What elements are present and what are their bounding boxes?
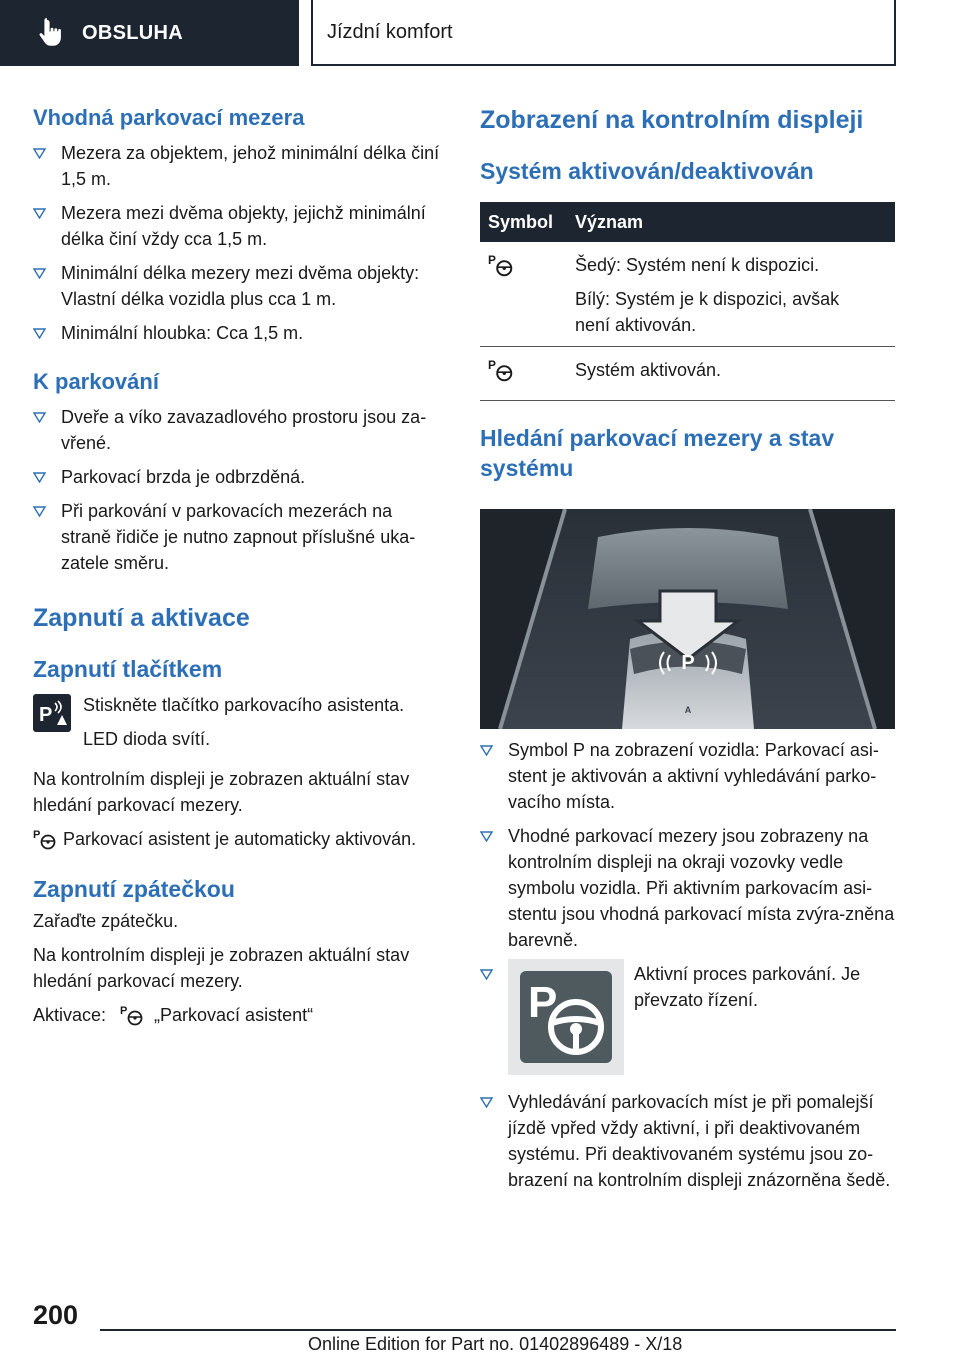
park-assist-active-icon	[488, 357, 514, 383]
chapter-tab[interactable]	[311, 0, 896, 66]
table-cell: Bílý: Systém je k dispozici, avšak není aktivován.	[575, 289, 840, 335]
triangle-bullet-icon	[480, 969, 493, 980]
park-assist-symbol-icon	[120, 1003, 144, 1027]
park-assist-button-icon	[33, 694, 71, 732]
search-heading: Hledání parkovací mezery a stav systému	[480, 425, 835, 481]
triangle-bullet-icon	[33, 268, 46, 279]
engage-reverse-text: Zařaďte zpátečku.	[33, 911, 179, 931]
triangle-bullet-icon	[480, 1097, 493, 1108]
switch-on-heading: Zapnutí a aktivace	[33, 604, 250, 632]
list-item: Dveře a víko zavazadlového prostoru jsou za-vřené.	[33, 404, 443, 456]
page-number: 200	[33, 1300, 79, 1330]
for-parking-list	[33, 404, 443, 576]
activation-line	[33, 1002, 443, 1028]
list-item: Vhodné parkovací mezery jsou zobrazeny na kontrolním displeji na okraji vozovky vedle symbolu vozidla. Při aktivním parkovacím asi-stentu jsou vhodná parkovací místa zvýra-zněna barevně.	[480, 823, 895, 953]
suitable-space-list	[33, 140, 443, 346]
status-heading: Systém aktivován/deaktivován	[480, 158, 814, 184]
led-text: LED dioda svítí.	[83, 729, 211, 749]
button-instruction	[33, 692, 443, 752]
edition-text: Online Edition for Part no. 01402896489 - X/18	[308, 1334, 683, 1354]
table-cell: Systém aktivován.	[575, 360, 722, 380]
svg-text:P: P	[488, 357, 496, 372]
chapter-tab-label: Jízdní komfort	[327, 20, 453, 43]
table-row	[480, 347, 895, 401]
activation-label: Aktivace:	[33, 1005, 107, 1025]
page-header	[0, 0, 960, 66]
triangle-bullet-icon	[33, 472, 46, 483]
hand-pointer-icon	[38, 18, 66, 48]
list-item: Mezera za objektem, jehož minimální délka činí 1,5 m.	[33, 140, 443, 192]
triangle-bullet-icon	[480, 745, 493, 756]
list-item: Mezera mezi dvěma objekty, jejichž minimální délka činí vždy cca 1,5 m.	[33, 200, 443, 252]
switch-by-button-heading: Zapnutí tlačítkem	[33, 656, 223, 682]
search-status-list	[480, 737, 895, 1193]
list-item: Parkovací brzda je odbrzděná.	[33, 464, 443, 490]
table-header-symbol: Symbol	[480, 202, 573, 242]
triangle-bullet-icon	[33, 412, 46, 423]
switch-by-reverse-heading: Zapnutí zpátečkou	[33, 876, 235, 902]
right-column	[480, 100, 895, 1193]
triangle-bullet-icon	[33, 328, 46, 339]
suitable-space-heading: Vhodná parkovací mezera	[33, 105, 305, 130]
triangle-bullet-icon	[33, 148, 46, 159]
button-display-text: Na kontrolním displeji je zobrazen aktuální stav hledání parkovací mezery.	[33, 769, 410, 815]
table-header-meaning: Význam	[573, 202, 895, 242]
parking-display-image	[480, 509, 895, 729]
active-parking-steering-icon	[508, 959, 624, 1075]
section-tab[interactable]	[0, 0, 299, 66]
list-item: Minimální délka mezery mezi dvěma objekty: Vlastní délka vozidla plus cca 1 m.	[33, 260, 443, 312]
svg-text:P: P	[681, 652, 695, 674]
park-assist-symbol-icon	[33, 827, 57, 851]
list-item: Vyhledávání parkovacích míst je při pomalejší jízdě vpřed vždy aktivní, i při deaktivovaném systému. Při deaktivovaném systému jsou zo-brazení na kontrolním displeji znázorněna šedě.	[480, 1089, 895, 1193]
section-tab-label: OBSLUHA	[82, 21, 183, 44]
triangle-bullet-icon	[480, 831, 493, 842]
svg-text:P: P	[120, 1005, 128, 1017]
list-item: Symbol P na zobrazení vozidla: Parkovací asi-stent je aktivován a aktivní vyhledávání parko-vacího místa.	[480, 737, 895, 815]
svg-text:P: P	[488, 252, 496, 267]
auto-activation-text: Parkovací asistent je automaticky aktivován.	[63, 829, 417, 849]
button-instruction-text: Stiskněte tlačítko parkovacího asistenta.	[83, 695, 405, 715]
svg-text:P: P	[528, 978, 558, 1027]
for-parking-heading: K parkování	[33, 369, 159, 394]
list-item: Při parkování v parkovacích mezerách na straně řidiče je nutno zapnout příslušné uka-zatele směru.	[33, 498, 443, 576]
table-cell: Šedý: Systém není k dispozici.	[575, 255, 820, 275]
footer-divider	[100, 1329, 896, 1331]
svg-text:P: P	[33, 829, 41, 841]
park-assist-symbol-icon	[488, 252, 514, 278]
triangle-bullet-icon	[33, 506, 46, 517]
display-heading: Zobrazení na kontrolním displeji	[480, 106, 864, 134]
activation-value: „Parkovací asistent“	[154, 1005, 314, 1025]
table-row	[480, 242, 895, 347]
auto-activation-line	[33, 826, 443, 852]
symbol-table	[480, 202, 895, 401]
svg-text:A: A	[684, 705, 692, 715]
reverse-display-text: Na kontrolním displeji je zobrazen aktuální stav hledání parkovací mezery.	[33, 945, 410, 991]
svg-text:P: P	[39, 704, 53, 726]
list-item: Minimální hloubka: Cca 1,5 m.	[33, 320, 443, 346]
left-column	[33, 100, 443, 1028]
triangle-bullet-icon	[33, 208, 46, 219]
list-item: P Aktivní proces parkování. Je převzato řízení.	[480, 961, 895, 1075]
